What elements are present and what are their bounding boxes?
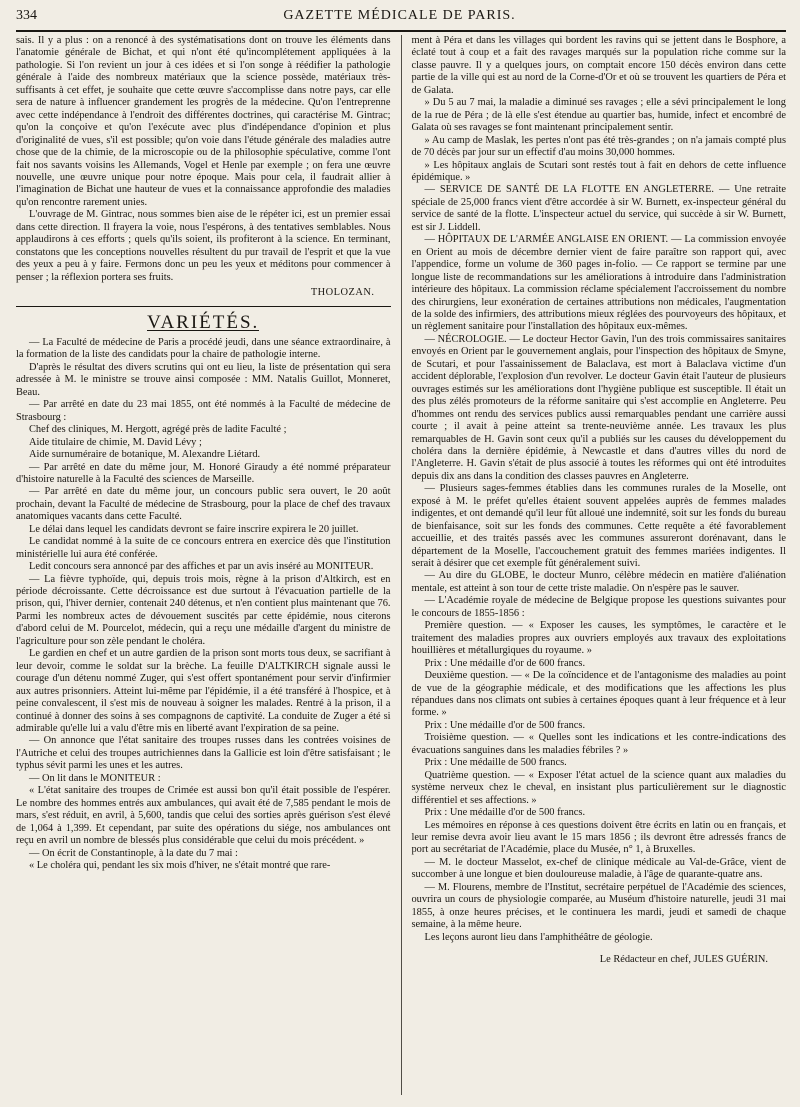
- editor-signature: Le Rédacteur en chef, JULES GUÉRIN.: [599, 954, 768, 966]
- news-paragraph: Troisième question. — « Quelles sont les indications et les contre-indications des évacuations sanguines dans les maladies fébriles ? »: [411, 732, 786, 756]
- news-paragraph: — Au dire du GLOBE, le docteur Munro, célèbre médecin en matière d'aliénation mentale, est atteint à son tour de cette triste maladie. On n'espère pas le sauver.: [411, 570, 786, 594]
- news-paragraph: — Par arrêté en date du même jour, un concours public sera ouvert, le 20 août prochain, devant la Faculté de médecine de Strasbourg, pour la place de chef des travaux anatomiques vacants dans cette Faculté.: [16, 486, 391, 523]
- review-paragraph: L'ouvrage de M. Gintrac, nous sommes bien aise de le répéter ici, est un premier essai dans cette direction. Il frayera la voie, nous l'espérons, à des tentatives semblables. Nous applaudirons à ces efforts ; quels qu'ils soient, ils profiteront à la science. En terminant, constatons que les conceptions nouvelles résultent du pur travail de l'esprit et que la vue des yeux a peu à y faire. Fermons donc un peu les yeux et méditons pour commencer à penser ; la réflexion portera ses fruits.: [16, 209, 391, 283]
- news-paragraph: Prix : Une médaille d'or de 500 francs.: [424, 807, 586, 819]
- news-paragraph: Le gardien en chef et un autre gardien de la prison sont morts tous deux, se sacrifiant à leur devoir, comme le soldat sur la brèche. La feuille D'ALTKIRCH signale aussi le courage d'un détenu nommé Zuger, qui s'est offert spontanément pour servir d'infirmier aux autres prisonniers. Atteint lui-même par l'épidémie, il a été transféré à l'hospice, et à peine convalescent, il s'est mis de nouveau à soigner les malades. Rentré à la prison, il a continué à donner des soins à ses compagnons de captivité. La conduite de Zuger a été si admirable qu'elle lui a valu d'être mis en liberté avant l'expiration de sa peine.: [16, 648, 391, 735]
- news-paragraph: Chef des cliniques, M. Hergott, agrégé près de ladite Faculté ;: [29, 424, 287, 436]
- news-paragraph: ment à Péra et dans les villages qui bordent les ravins qui se jettent dans le Bosphore, a éclaté tout à coup et a fait des ravages marqués sur la population riche comme sur la classe pauvre. Il y a quelques jours, on comptait encore 150 décès environ dans cette partie de la ville qui est au nord de la Corne-d'Or et où se trouvent les quartiers de Péra et de Galata.: [411, 35, 786, 96]
- news-paragraph: — M. le docteur Masselot, ex-chef de clinique médicale au Val-de-Grâce, vient de succomber à une longue et bien douloureuse maladie, à l'âge de quarante-quatre ans.: [411, 856, 786, 881]
- news-paragraph: Les leçons auront lieu dans l'amphithéâtre de géologie.: [424, 931, 653, 943]
- varietes-paragraphs: [16, 337, 391, 872]
- news-paragraph: — On annonce que l'état sanitaire des troupes russes dans les contrées voisines de l'Autriche et celui des troupes autrichiennes dans la Gallicie est loin d'être satisfaisant ; le typhus sévit parmi les unes et les autres.: [16, 735, 391, 772]
- news-paragraph: Prix : Une médaille d'or de 600 francs.: [424, 657, 586, 669]
- news-paragraph: « L'état sanitaire des troupes de Crimée est aussi bon qu'il était possible de l'espérer. Le nombre des hommes entrés aux ambulances, qui avait été de 7,585 pendant le mois de mars, s'est réduit, en avril, à 5,600, tandis que celui des sorties après guérison s'est élevé de 1,064 à 1,399. Et cependant, par suite des opérations du siége, nos ambulances ont reçu en avril un nombre de blessés plus considérable que celui du mois précédent. »: [16, 785, 391, 847]
- header-rule: [16, 30, 786, 32]
- news-paragraph: — On lit dans le MONITEUR :: [29, 772, 161, 784]
- news-paragraph: — HÔPITAUX DE L'ARMÉE ANGLAISE EN ORIENT. — La commission envoyée en Orient au mois de décembre dernier vient de faire paraître son rapport qui, avec l'appendice, forme un volume de 360 pages in-folio. — Ce rapport se termine par une longue liste de recommandations sur les améliorations à introduire dans l'administration intérieure des hôpitaux. La commission réclame spécialement l'accroissement du nombre des chirurgiens, leur exonération de certaines attributions non médicales, l'augmentation de la solde des infirmiers, des attributions mieux réglées des pourvoyeurs des hôpitaux, et un règlement sanitaire pour l'installation des hôpitaux eux-mêmes.: [411, 234, 786, 333]
- page-header: [16, 8, 786, 28]
- news-paragraph: — Plusieurs sages-femmes établies dans les communes rurales de la Moselle, ont exposé à M. le préfet qu'elles étaient souvent appelées auprès de femmes malades indigentes, et ont demandé qu'il leur fût alloué une indemnité, soit sur les fonds du bureau de bienfaisance, soit sur les fonds des communes. Cette requête a été favorablement accueillie, et des traités passés avec les communes assureront dorénavant, dans le département de la Moselle, l'accouchement gratuit des femmes mariées indigentes. Il serait à désirer que cet exemple fût généralement suivi.: [411, 483, 786, 570]
- left-column: [16, 35, 391, 1095]
- news-paragraph: Le délai dans lequel les candidats devront se faire inscrire expirera le 20 juillet.: [29, 523, 359, 535]
- news-paragraph: Ledit concours sera annoncé par des affiches et par un avis inséré au MONITEUR.: [29, 561, 374, 573]
- news-paragraph: « Le choléra qui, pendant les six mois d'hiver, ne s'était montré que rare-: [29, 860, 331, 871]
- news-paragraph: Aide surnuméraire de botanique, M. Alexandre Liétard.: [29, 449, 261, 461]
- section-title: VARIÉTÉS.: [147, 311, 260, 333]
- news-paragraph: Première question. — « Exposer les causes, les symptômes, le caractère et le traitement des maladies propres aux ouvriers employés aux travaux des exploitations houillières et métallurgiques du royaume. »: [411, 620, 786, 657]
- review-paragraph: sais. Il y a plus : on a renoncé à des systématisations dont on trouve les éléments dans l'anatomie générale de Bichat, et qui n'ont été qu'incomplétement appliquées à la pathologie. Si l'on revient un jour à ces idées et si l'on songe à réédifier la pathologie générale à l'aide des nombreux matériaux que la science possède, matériaux très-suffisants à cet effet, je souhaite que cette œuvre s'accomplisse dans notre pays, car elle sera de nature à influencer grandement les progrès de la médecine. Qu'on l'entreprenne avec cette indépendance à l'endroit des différentes doctrines, qui caractérise M. Gintrac; qu'on la conçoive et qu'on l'exécute avec plus d'indépendance d'opinion et plus d'originalité de vues, s'il est possible; qu'on voie dans l'étude générale des maladies autre chose que de la chimie, de la microscopie ou de la philosophie spéculative, comme l'ont fait nos savants voisins les Allemands, Vogel et Henle par exemple ; on fera une œuvre nouvelle, une œuvre unique pour notre époque. Mais pour cela, il faudrait allier à l'imagination de Bichat une hauteur de vues et la connaissance approfondie des maladies qu'on rencontre rarement unies.: [16, 35, 391, 208]
- news-paragraph: Prix : Une médaille d'or de 500 francs.: [424, 719, 586, 731]
- news-paragraph: — NÉCROLOGIE. — Le docteur Hector Gavin, l'un des trois commissaires sanitaires envoyés en Orient par le gouvernement anglais, pour l'inspection des hôpitaux de Smyne, de Scutari, et pour l'assainissement de Balaclava, est mort à Balaclava victime d'un accident déplorable, l'explosion d'un revolver. Le docteur Gavin était l'auteur de plusieurs ouvrages estimés sur les améliorations dont l'hygiène publique est susceptible. Il était un des plus zélés promoteurs de la réforme sanitaire qui s'est accomplie en Angleterre. Peu d'hommes ont rendu des services publics aussi remarquables pendant une carrière aussi courte ; il avait à peine atteint sa trente-neuvième année. Les travaux les plus remarquables de H. Gavin sont ceux qu'il a publiés sur les causes du développement du choléra dans la dernière épidémie, à Newcastle et dans d'autres villes du nord de l'Angleterre. H. Gavin s'était de plus associé à toutes les réformes qui ont été introduites depuis dix ans dans la condition des classes pauvres en Angleterre.: [411, 333, 786, 482]
- news-paragraph: — SERVICE DE SANTÉ DE LA FLOTTE EN ANGLETERRE. — Une retraite spéciale de 25,000 francs vient d'être accordée à sir W. Burnett, ex-inspecteur général du service de santé de la flotte. L'inspecteur actuel du service, qui succède à sir W. Burnett, est sir J. Liddell.: [411, 184, 786, 233]
- news-paragraph: » Au camp de Maslak, les pertes n'ont pas été très-grandes ; on n'a jamais compté plus de 70 décès par jour sur un effectif d'au moins 30,000 hommes.: [411, 134, 786, 159]
- news-paragraph: » Les hôpitaux anglais de Scutari sont restés tout à fait en dehors de cette influence épidémique. »: [411, 159, 786, 183]
- article-signature: THOLOZAN.: [310, 287, 375, 299]
- news-paragraphs: [411, 35, 786, 944]
- news-paragraph: Prix : Une médaille de 500 francs.: [424, 757, 567, 769]
- news-paragraph: — L'Académie royale de médecine de Belgique propose les questions suivantes pour le concours de 1855-1856 :: [411, 595, 786, 619]
- news-paragraph: — La Faculté de médecine de Paris a procédé jeudi, dans une séance extraordinaire, à la formation de la liste des candidats pour la chaire de pathologie interne.: [16, 336, 391, 361]
- news-paragraph: Le candidat nommé à la suite de ce concours entrera en exercice dès que l'institution ministérielle lui aura été conférée.: [16, 536, 391, 560]
- news-paragraph: — M. Flourens, membre de l'Institut, secrétaire perpétuel de l'Académie des sciences, ouvrira un cours de physiologie comparée, au Muséum d'histoire naturelle, jeudi 31 mai 1855, à onze heures précises, et le continuera les mardi, jeudi et samedi de chaque semaine, à la même heure.: [411, 881, 786, 931]
- page-number: 334: [16, 8, 37, 23]
- journal-title: GAZETTE MÉDICALE DE PARIS.: [283, 8, 516, 23]
- news-paragraph: D'après le résultat des divers scrutins qui ont eu lieu, la liste de présentation qui sera adressée à M. le ministre se trouve ainsi composée : MM. Natalis Guillot, Monneret, Beau.: [16, 361, 391, 398]
- news-paragraph: — La fièvre typhoïde, qui, depuis trois mois, règne à la prison d'Altkirch, est en période décroissante. Cette décroissance est due surtout à l'évacuation partielle de la prison, qui, l'hiver dernier, contenait 240 détenus, et n'en contient plus maintenant que 76. Parmi les nombreux actes de dévouement suscités par cette épidémie, nous citerons d'abord celui de M. Pourcelot, médecin, qui a reçu une médaille d'argent du ministre de l'agriculture pour son zèle pendant le choléra.: [16, 573, 391, 647]
- news-paragraph: » Du 5 au 7 mai, la maladie a diminué ses ravages ; elle a sévi principalement le long de la rue de Péra ; de là elle s'est étendue au quartier bas, humide, infect et encombré de Galata où ses ravages se font maintenant principalement sentir.: [411, 97, 786, 134]
- two-column-body: [16, 35, 786, 1095]
- news-paragraph: Quatrième question. — « Exposer l'état actuel de la science quant aux maladies du système nerveux chez le cheval, en insistant plus particulièrement sur le diagnostic différentiel et ses affections. »: [411, 769, 786, 806]
- news-paragraph: — Par arrêté en date du même jour, M. Honoré Giraudy a été nommé préparateur d'histoire naturelle à la Faculté des sciences de Marseille.: [16, 461, 391, 485]
- column-separator: [401, 35, 402, 1095]
- news-paragraph: Deuxième question. — « De la coïncidence et de l'antagonisme des maladies au point de vue de la géographie médicale, et des modifications que les affections les plus répandues dans nos climats ont subies à certaines époques quant à leur fréquence et à leur forme. »: [411, 670, 786, 719]
- news-paragraph: — On écrit de Constantinople, à la date du 7 mai :: [29, 847, 238, 859]
- right-column: [411, 35, 786, 1095]
- news-paragraph: Aide titulaire de chimie, M. David Lévy ;: [29, 436, 202, 448]
- news-paragraph: Les mémoires en réponse à ces questions doivent être écrits en latin ou en français, et leur remise devra avoir lieu avant le 15 mars 1856 ; ils devront être adressés francs de port au secrétariat de l'Académie, place du Musée, n° 1, à Bruxelles.: [411, 819, 786, 856]
- news-paragraph: — Par arrêté en date du 23 mai 1855, ont été nommés à la Faculté de médecine de Strasbourg :: [16, 399, 391, 423]
- section-divider: [16, 306, 391, 307]
